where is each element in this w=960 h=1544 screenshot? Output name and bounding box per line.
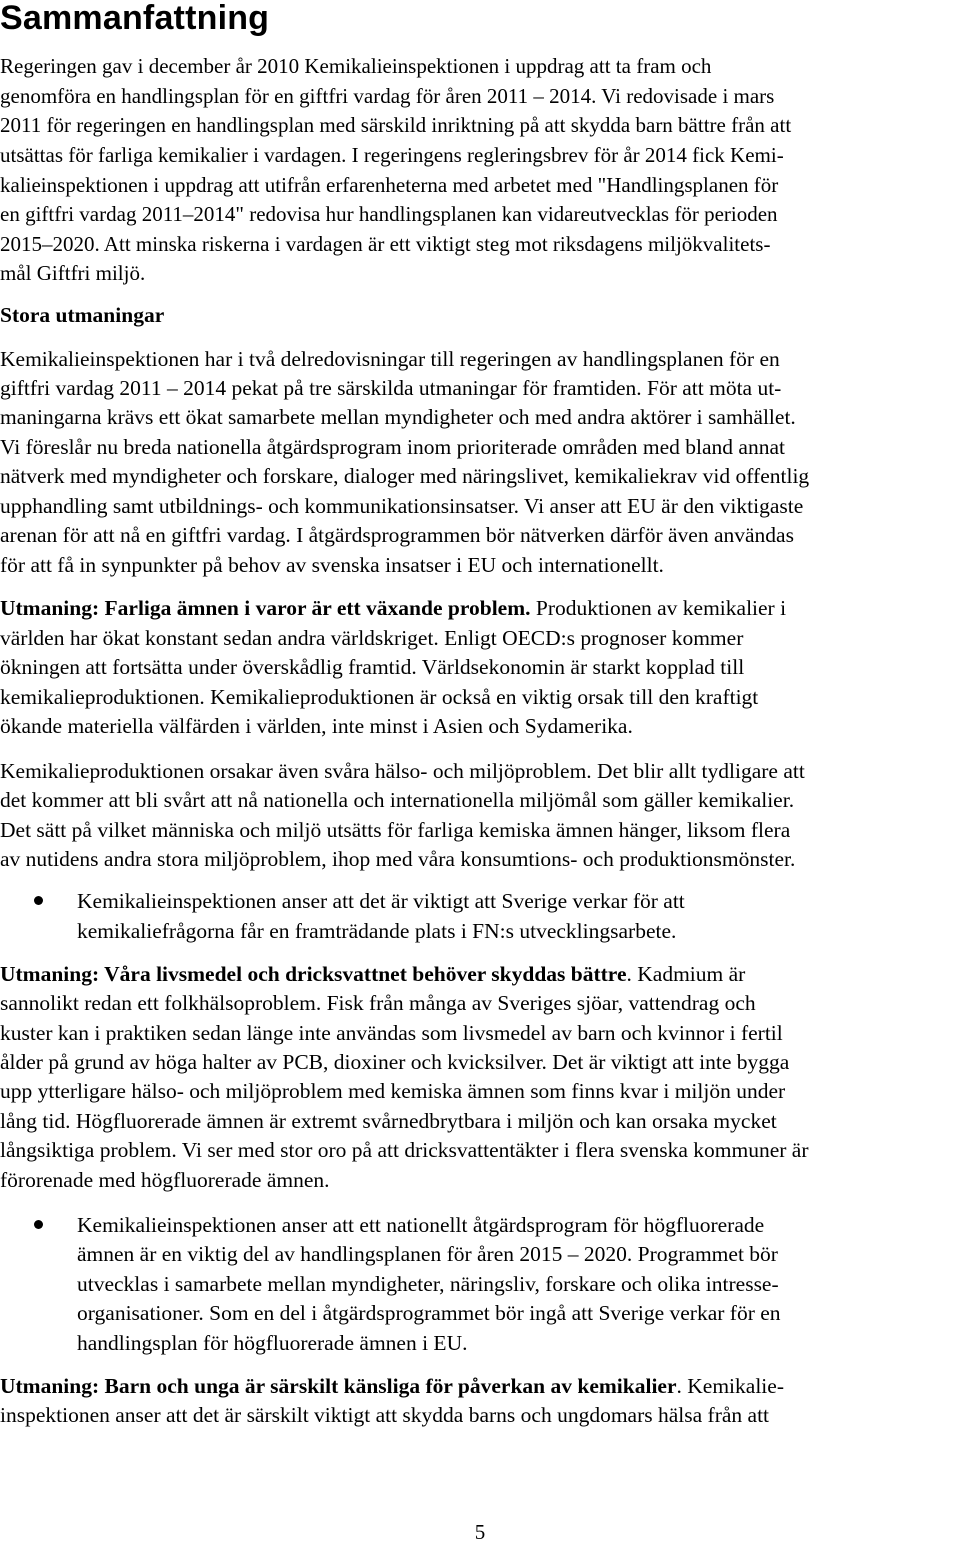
challenge-title: Utmaning: Våra livsmedel och dricksvattnet behöver skyddas bättre	[0, 962, 627, 986]
text-span: . Kemikalie-	[676, 1374, 784, 1398]
text-line: förorenade med högfluorerade ämnen.	[0, 1168, 330, 1192]
text-span: Produktionen av kemikalier i	[530, 596, 787, 620]
text-line: det kommer att bli svårt att nå nationella och internationella miljömål som gäller kemikalier.	[0, 788, 795, 812]
text-line: upphandling samt utbildnings- och kommunikationsinsatser. Vi anser att EU är den viktigaste	[0, 494, 804, 518]
text-span: I regeringens regleringsbrev för år 2014 fick Kemi-	[346, 143, 784, 167]
page-title: Sammanfattning	[0, 0, 270, 37]
text-line: för att få in synpunkter på behov av svenska insatser i EU och internationellt.	[0, 553, 664, 577]
text-line: organisationer. Som en del i åtgärdsprogrammet bör ingå att Sverige verkar för en	[77, 1301, 781, 1325]
text-line: Kemikalieinspektionen har i två delredovisningar till regeringen av handlingsplanen för en	[0, 347, 780, 371]
text-line: av nutidens andra stora miljöproblem, ihop med våra konsumtions- och produktionsmönster.	[0, 847, 796, 871]
section-heading-text: Stora utmaningar	[0, 303, 165, 327]
text-line: kemikaliefrågorna får en framträdande plats i FN:s utvecklingsarbete.	[77, 919, 677, 943]
text-span: . Kadmium är	[626, 962, 746, 986]
challenge-title: Utmaning: Barn och unga är särskilt känsliga för påverkan av kemikalier	[0, 1374, 677, 1398]
text-line: ålder på grund av höga halter av PCB, dioxiner och kvicksilver. Det är viktigt att inte bygga	[0, 1050, 790, 1074]
text-line: världen har ökat konstant sedan andra världskriget. Enligt OECD:s prognoser kommer	[0, 626, 744, 650]
text-line: kalieinspektionen i uppdrag att utifrån erfarenheterna med arbetet med "Handlingsplanen för	[0, 173, 779, 197]
text-line: ökande materiella välfärden i världen, inte minst i Asien och Sydamerika.	[0, 714, 633, 738]
bullet-dot-icon	[34, 896, 43, 905]
text-line: maningarna krävs ett ökat samarbete mellan myndigheter och med andra aktörer i samhället.	[0, 405, 796, 429]
section-heading	[0, 302, 164, 328]
text-line: handlingsplan för högfluorerade ämnen i EU.	[77, 1331, 468, 1355]
text-line: upp ytterligare hälso- och miljöproblem med kemiska ämnen som finns kvar i miljön under	[0, 1079, 786, 1103]
text-line: en giftfri vardag 2011–2014" redovisa hur handlingsplanen kan vidareutvecklas för perioden	[0, 202, 778, 226]
text-line	[0, 595, 786, 621]
text-line	[0, 142, 784, 168]
text-line: 2011 för regeringen en handlingsplan med särskild inriktning på att skydda barn bättre från att	[0, 113, 792, 137]
text-line: kuster kan i praktiken sedan länge inte användas som livsmedel av barn och kvinnor i fertil	[0, 1021, 783, 1045]
text-line: långsiktiga problem. Vi ser med stor oro på att dricksvattentäkter i flera svenska kommuner är	[0, 1138, 809, 1162]
text-line	[0, 961, 745, 987]
text-line: inspektionen anser att det är särskilt viktigt att skydda barns och ungdomars hälsa från att	[0, 1403, 770, 1427]
text-line: Kemikalieinspektionen anser att det är viktigt att Sverige verkar för att	[77, 889, 685, 913]
page-number: 5	[474, 1520, 486, 1544]
text-line: Det sätt på vilket människa och miljö utsätts för farliga kemiska ämnen hänger, liksom flera	[0, 818, 791, 842]
text-line: kemikalieproduktionen. Kemikalieproduktionen är också en viktig orsak till den kraftigt	[0, 685, 759, 709]
text-line: sannolikt redan ett folkhälsoproblem. Fisk från många av Sveriges sjöar, vattendrag och	[0, 991, 756, 1015]
bullet-dot-icon	[34, 1220, 43, 1229]
text-line: 2015–2020. Att minska riskerna i vardagen är ett viktigt steg mot riksdagens miljökvalitets-	[0, 232, 771, 256]
text-line: utvecklas i samarbete mellan myndigheter, näringsliv, forskare och olika intresse-	[77, 1272, 779, 1296]
text-span: utsättas för farliga kemikalier i vardagen.	[0, 143, 347, 167]
text-line: ökningen att fortsätta under överskådlig framtid. Världsekonomin är starkt kopplad till	[0, 655, 745, 679]
text-line: ämnen är en viktig del av handlingsplanen för åren 2015 – 2020. Programmet bör	[77, 1242, 778, 1266]
challenge-title: Utmaning: Farliga ämnen i varor är ett växande problem.	[0, 596, 531, 620]
text-line	[0, 1373, 784, 1399]
text-line: Regeringen gav i december år 2010 Kemikalieinspektionen i uppdrag att ta fram och	[0, 54, 712, 78]
text-line: lång tid. Högfluorerade ämnen är extremt svårnedbrytbara i miljön och kan orsaka mycket	[0, 1109, 777, 1133]
text-line: nätverk med myndigheter och forskare, dialoger med näringslivet, kemikaliekrav vid offentlig	[0, 464, 810, 488]
text-line: mål Giftfri miljö.	[0, 261, 146, 285]
text-line: Kemikalieproduktionen orsakar även svåra hälso- och miljöproblem. Det blir allt tydligare att	[0, 759, 805, 783]
text-line: Kemikalieinspektionen anser att ett nationellt åtgärdsprogram för högfluorerade	[77, 1213, 765, 1237]
text-line: genomföra en handlingsplan för en giftfri vardag för åren 2011 – 2014. Vi redovisade i mars	[0, 84, 775, 108]
text-line: giftfri vardag 2011 – 2014 pekat på tre särskilda utmaningar för framtiden. För att möta ut-	[0, 376, 782, 400]
text-line: arenan för att nå en giftfri vardag. I åtgärdsprogrammen bör nätverken därför även användas	[0, 523, 794, 547]
text-line: Vi föreslår nu breda nationella åtgärdsprogram inom prioriterade områden med bland annat	[0, 435, 785, 459]
